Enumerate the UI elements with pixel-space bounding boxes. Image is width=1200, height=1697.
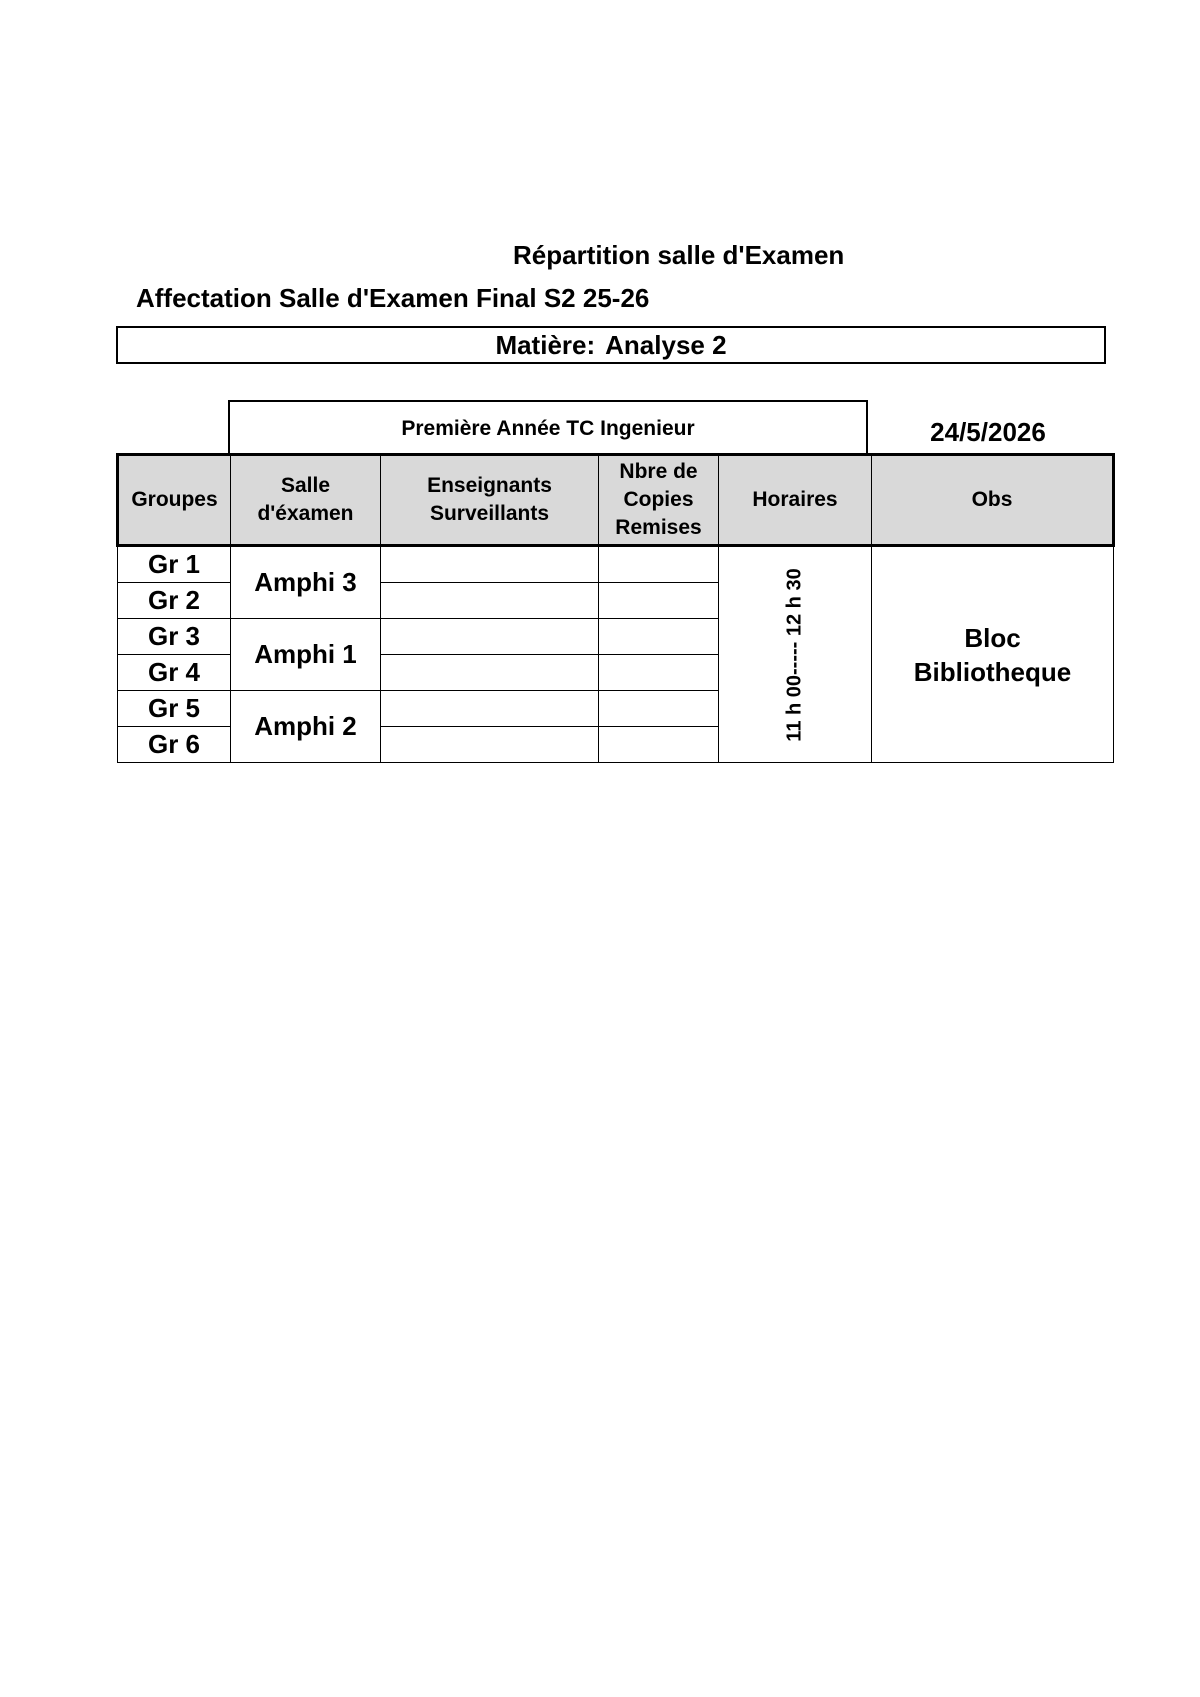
document-subtitle: Affectation Salle d'Examen Final S2 25-26 [136, 283, 650, 313]
header-copies [599, 455, 719, 546]
copies-cell[interactable] [599, 583, 719, 619]
obs-line1: Bloc [964, 622, 1021, 653]
header-groups: Groupes [118, 455, 231, 546]
document-title: Répartition salle d'Examen [513, 240, 845, 270]
header-teachers-line2: Surveillants [429, 502, 550, 525]
subject-label: Matière: [495, 329, 596, 360]
copies-cell[interactable] [599, 727, 719, 763]
header-copies-line3: Remises [615, 516, 702, 539]
room-cell: Amphi 2 [231, 691, 381, 763]
hours-text: 11 h 00----- 12 h 30 [783, 567, 806, 742]
group-cell: Gr 3 [118, 619, 231, 655]
group-cell: Gr 6 [118, 727, 231, 763]
header-room-line2: d'éxamen [257, 502, 354, 525]
teachers-cell[interactable] [381, 727, 599, 763]
copies-cell[interactable] [599, 546, 719, 583]
header-teachers-line1: Enseignants [427, 474, 552, 497]
copies-cell[interactable] [599, 655, 719, 691]
header-hours: Horaires [719, 455, 872, 546]
table-header-row [118, 455, 1114, 546]
exam-date: 24/5/2026 [930, 417, 1046, 447]
teachers-cell[interactable] [381, 691, 599, 727]
group-cell: Gr 5 [118, 691, 231, 727]
header-room-line1: Salle [280, 474, 331, 497]
teachers-cell[interactable] [381, 655, 599, 691]
level-header: Première Année TC Ingenieur [228, 400, 868, 455]
teachers-cell[interactable] [381, 546, 599, 583]
obs-line2: Bibliotheque [913, 656, 1072, 687]
header-copies-line1: Nbre de [619, 460, 698, 483]
header-room [231, 455, 381, 546]
group-cell: Gr 4 [118, 655, 231, 691]
teachers-cell[interactable] [381, 583, 599, 619]
group-cell: Gr 2 [118, 583, 231, 619]
group-cell: Gr 1 [118, 546, 231, 583]
room-cell: Amphi 1 [231, 619, 381, 691]
subject-value: Analyse 2 [605, 329, 727, 360]
copies-cell[interactable] [599, 691, 719, 727]
room-cell: Amphi 3 [231, 546, 381, 619]
copies-cell[interactable] [599, 619, 719, 655]
header-obs: Obs [872, 455, 1114, 546]
exam-allocation-table [116, 453, 1115, 763]
table-row [118, 546, 1114, 583]
subject-box [116, 326, 1106, 364]
header-teachers [381, 455, 599, 546]
obs-cell [872, 546, 1114, 763]
teachers-cell[interactable] [381, 619, 599, 655]
hours-cell [719, 546, 872, 763]
header-copies-line2: Copies [623, 488, 694, 511]
